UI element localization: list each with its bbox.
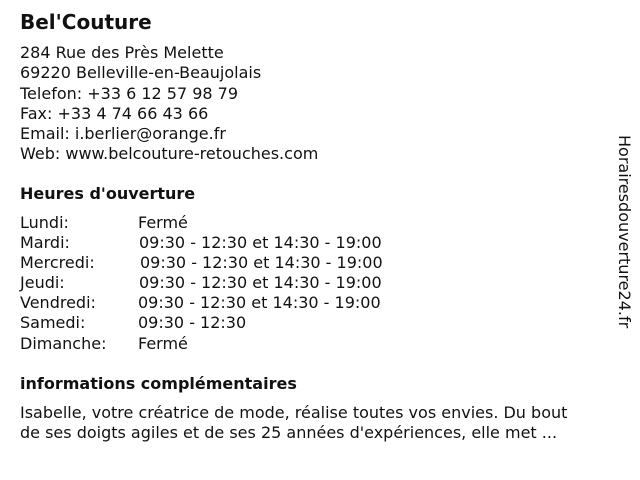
contact-block bbox=[20, 43, 318, 165]
address-street: 284 Rue des Près Melette bbox=[20, 43, 224, 62]
day-label: Jeudi: bbox=[20, 273, 65, 293]
hours-value: 09:30 - 12:30 bbox=[138, 313, 247, 333]
side-watermark-text: Horairesdouverture24.fr bbox=[615, 135, 634, 329]
hours-value: 09:30 - 12:30 et 14:30 - 19:00 bbox=[139, 233, 382, 253]
hours-value: 09:30 - 12:30 et 14:30 - 19:00 bbox=[139, 273, 382, 293]
info-line: de ses doigts agiles et de ses 25 années d'expériences, elle met ... bbox=[20, 423, 558, 442]
email-address: Email: i.berlier@orange.fr bbox=[20, 124, 226, 144]
hours-heading: Heures d'ouverture bbox=[20, 184, 196, 203]
website: Web: www.belcouture-retouches.com bbox=[20, 144, 319, 164]
day-label: Lundi: bbox=[20, 213, 69, 232]
business-name: Bel'Couture bbox=[20, 10, 152, 34]
day-label: Vendredi: bbox=[20, 293, 96, 313]
day-label: Dimanche: bbox=[20, 333, 107, 353]
info-description bbox=[20, 403, 630, 443]
day-label: Samedi: bbox=[20, 313, 86, 333]
address-city: 69220 Belleville-en-Beaujolais bbox=[20, 63, 262, 83]
day-label: Mercredi: bbox=[20, 253, 95, 273]
fax-number: Fax: +33 4 74 66 43 66 bbox=[20, 103, 209, 123]
hours-value: 09:30 - 12:30 et 14:30 - 19:00 bbox=[138, 293, 381, 313]
hours-value: Fermé bbox=[138, 333, 188, 353]
day-label: Mardi: bbox=[20, 233, 70, 253]
info-heading: informations complémentaires bbox=[20, 374, 297, 393]
hours-value: 09:30 - 12:30 et 14:30 - 19:00 bbox=[140, 253, 383, 273]
info-line: Isabelle, votre créatrice de mode, réalise toutes vos envies. Du bout bbox=[20, 403, 568, 422]
phone-number: Telefon: +33 6 12 57 98 79 bbox=[20, 83, 239, 103]
hours-value: Fermé bbox=[138, 213, 188, 232]
